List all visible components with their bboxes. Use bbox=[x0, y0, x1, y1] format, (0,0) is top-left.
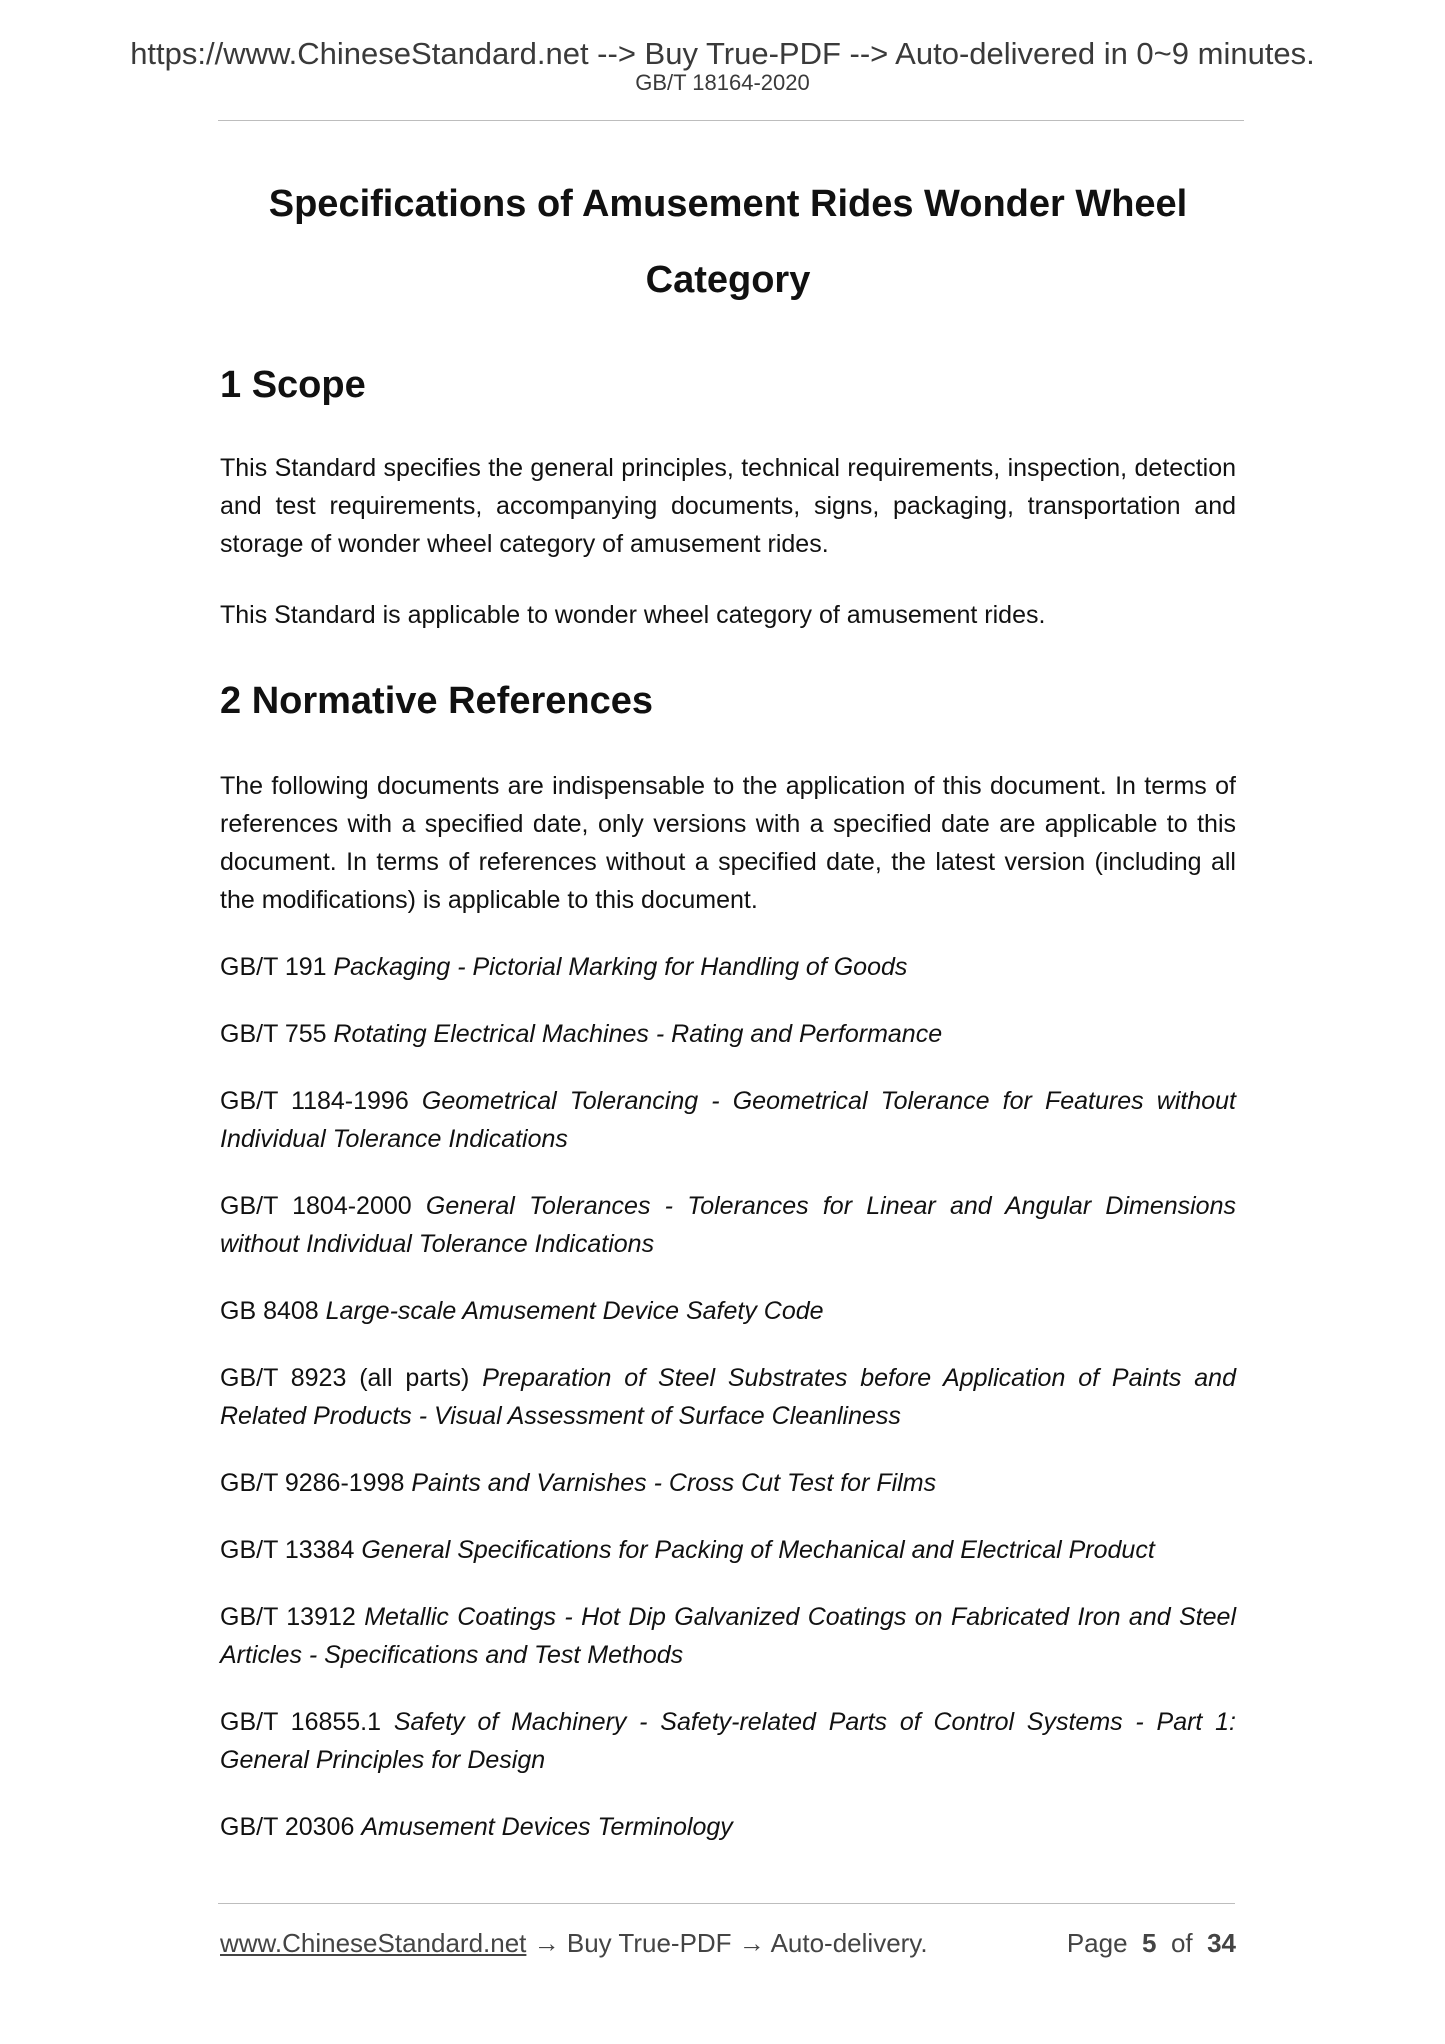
reference-code: GB/T 8923 (all parts) bbox=[220, 1364, 470, 1392]
reference-code: GB/T 20306 bbox=[220, 1813, 355, 1841]
total-pages: 34 bbox=[1207, 1928, 1236, 1958]
reference-title: Metallic Coatings - Hot Dip Galvanized Coatings on Fabricated Iron and Steel Articles - Specifications and Test Methods bbox=[220, 1603, 1236, 1669]
reference-item bbox=[220, 1082, 1236, 1158]
reference-code: GB/T 755 bbox=[220, 1020, 327, 1048]
current-page: 5 bbox=[1142, 1928, 1157, 1958]
reference-code: GB/T 13384 bbox=[220, 1536, 355, 1564]
source-banner: https://www.ChineseStandard.net --> Buy True-PDF --> Auto-delivered in 0~9 minutes. bbox=[130, 36, 1315, 71]
reference-title: Preparation of Steel Substrates before Application of Paints and Related Products - Visual Assessment of Surface Cleanliness bbox=[220, 1364, 1236, 1430]
section-heading-scope: 1 Scope bbox=[220, 364, 366, 406]
reference-item bbox=[220, 1359, 1236, 1435]
reference-code: GB/T 9286-1998 bbox=[220, 1469, 405, 1497]
references-intro-paragraph: The following documents are indispensable to the application of this document. In terms of references with a specified date, only versions with a specified date are applicable to this document. In terms of references without a specified date, the latest version (including all the modifications) is applicable to this document. bbox=[220, 772, 1236, 914]
page-of-label: of bbox=[1170, 1928, 1193, 1958]
reference-item bbox=[220, 1598, 1236, 1674]
reference-title: Amusement Devices Terminology bbox=[361, 1813, 733, 1841]
footer-tagline: → Buy True-PDF → Auto-delivery. bbox=[526, 1928, 928, 1958]
footer-promo bbox=[220, 1930, 928, 1956]
reference-title: Safety of Machinery - Safety-related Parts of Control Systems - Part 1: General Principles for Design bbox=[220, 1708, 1236, 1774]
reference-title: Paints and Varnishes - Cross Cut Test for Films bbox=[411, 1469, 937, 1497]
reference-item bbox=[220, 948, 1236, 986]
reference-title: Rotating Electrical Machines - Rating and Performance bbox=[333, 1020, 943, 1048]
reference-item bbox=[220, 1464, 1236, 1502]
reference-code: GB/T 1804-2000 bbox=[220, 1192, 412, 1220]
header-divider bbox=[218, 120, 1244, 121]
reference-title: Geometrical Tolerancing - Geometrical Tolerance for Features without Individual Tolerance Indications bbox=[220, 1087, 1236, 1153]
reference-item bbox=[220, 1015, 1236, 1053]
reference-title: General Tolerances - Tolerances for Linear and Angular Dimensions without Individual Tolerance Indications bbox=[220, 1192, 1236, 1258]
reference-title: General Specifications for Packing of Mechanical and Electrical Product bbox=[361, 1536, 1155, 1564]
document-title-line-1: Specifications of Amusement Rides Wonder Wheel bbox=[268, 183, 1188, 225]
document-number: GB/T 18164-2020 bbox=[635, 70, 810, 95]
reference-item bbox=[220, 1703, 1236, 1779]
reference-item bbox=[220, 1187, 1236, 1263]
reference-code: GB/T 16855.1 bbox=[220, 1708, 382, 1736]
reference-code: GB/T 1184-1996 bbox=[220, 1087, 409, 1115]
reference-code: GB/T 13912 bbox=[220, 1603, 356, 1631]
scope-paragraph-2: This Standard is applicable to wonder wheel category of amusement rides. bbox=[220, 601, 1046, 629]
document-title-line-2: Category bbox=[645, 259, 811, 301]
footer-site-link[interactable]: www.ChineseStandard.net bbox=[220, 1928, 527, 1958]
reference-item bbox=[220, 1292, 1236, 1330]
footer-divider bbox=[218, 1903, 1235, 1904]
reference-code: GB 8408 bbox=[220, 1297, 319, 1325]
scope-paragraph-1: This Standard specifies the general principles, technical requirements, inspection, detection and test requirements, accompanying documents, signs, packaging, transportation and storage of wonder wheel category of amusement rides. bbox=[220, 454, 1236, 558]
reference-code: GB/T 191 bbox=[220, 953, 327, 981]
reference-item bbox=[220, 1531, 1236, 1569]
reference-title: Large-scale Amusement Device Safety Code bbox=[325, 1297, 824, 1325]
reference-item bbox=[220, 1808, 1236, 1846]
section-heading-normative-references: 2 Normative References bbox=[220, 680, 653, 722]
reference-title: Packaging - Pictorial Marking for Handling of Goods bbox=[333, 953, 908, 981]
page-label: Page bbox=[1066, 1928, 1128, 1958]
page-indicator bbox=[1067, 1930, 1236, 1956]
